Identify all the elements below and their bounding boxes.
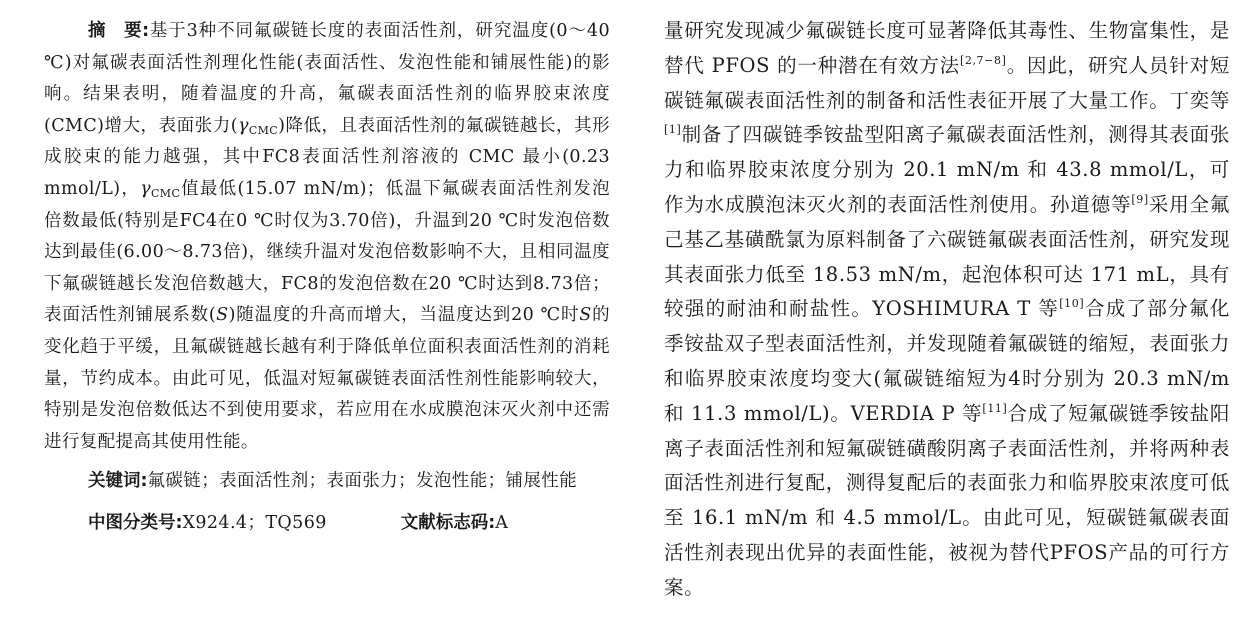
body-text-2: 。因此，研究人员针对短碳链氟碳表面活性剂的制备和活性表征开展了大量工作。丁奕等 — [664, 53, 1230, 112]
document-code-value: A — [495, 512, 509, 533]
body-text-4: 采用全氟己基乙基磺酰氯为原料制备了六碳链氟碳表面活性剂，研究发现其表面张力低至 18.53 mN/m，起泡体积可达 171 mL，具有较强的耐油和耐盐性。YOSHIMURA T 等 — [664, 192, 1230, 321]
keywords-text: 氟碳链；表面活性剂；表面张力；发泡性能；铺展性能 — [147, 471, 578, 492]
abstract-text-4: )随温度的升高而增大，当温度达到20 ℃时 — [228, 305, 580, 326]
keywords-label: 关键词: — [88, 471, 148, 492]
abstract-text-5: 的变化趋于平缓，且氟碳链越长越有利于降低单位面积表面活性剂的消耗量，节约成本。由此可见，低温对短氟碳链表面活性剂性能影响较大，特别是发泡倍数低达不到使用要求，若应用在水成膜泡沫灭火剂中还需进行复配提高其使用性能。 — [44, 305, 611, 452]
abstract-label: 摘 要: — [88, 21, 150, 41]
classification-label: 中图分类号: — [88, 512, 183, 533]
classification-line — [88, 508, 610, 540]
keywords-paragraph — [44, 466, 610, 498]
citation-ref: [9] — [1131, 192, 1149, 206]
body-paragraph — [664, 0, 1230, 606]
gamma-symbol: γ — [237, 115, 249, 136]
citation-ref: [11] — [982, 401, 1008, 415]
abstract-paragraph — [44, 0, 610, 458]
body-text-3: 制备了四碳链季铵盐型阳离子氟碳表面活性剂，测得其表面张力和临界胶束浓度分别为 20.1 mN/m 和 43.8 mmol/L，可作为水成膜泡沫灭火剂的表面活性剂使用。孙道德等 — [664, 123, 1230, 216]
abstract-text-2: )降低，且表面活性剂的氟碳链越长，其形成胶束的能力越强，其中FC8表面活性剂溶液的 CMC 最小(0.23 mmol/L)， — [44, 115, 610, 199]
cmc-subscript: CMC — [248, 123, 279, 137]
right-column — [664, 0, 1230, 606]
left-column — [44, 0, 610, 540]
abstract-text-3: 值最低(15.07 mN/m)；低温下氟碳表面活性剂发泡倍数最低(特别是FC4在0 ℃时仅为3.70倍)，升温到20 ℃时发泡倍数达到最佳(6.00～8.73倍)，继续升温对发泡倍数影响不大，且相同温度下氟碳链越长发泡倍数越大，FC8的发泡倍数在20 ℃时达到8.73倍；表面活性剂铺展系数( — [44, 178, 610, 326]
document-code-label: 文献标志码: — [400, 512, 496, 533]
s-variable: S — [216, 305, 229, 326]
gamma-symbol: γ — [140, 178, 151, 199]
citation-ref: [2,7−8] — [959, 53, 1007, 67]
body-text-6: 合成了短氟碳链季铵盐阳离子表面活性剂和短氟碳链磺酸阴离子表面活性剂，并将两种表面活性剂进行复配，测得复配后的表面张力和临界胶束浓度可低至 16.1 mN/m 和 4.5 mmol/L。由此可见，短碳链氟碳表面活性剂表现出优异的表面性能，被视为替代PFOS产品的可行方案。 — [664, 401, 1230, 599]
cmc-subscript: CMC — [150, 186, 181, 200]
citation-ref: [1] — [664, 123, 682, 137]
abstract-text-1: 基于3种不同氟碳链长度的表面活性剂，研究温度(0～40 ℃)对氟碳表面活性剂理化性能(表面活性、发泡性能和铺展性能)的影响。结果表明，随着温度的升高，氟碳表面活性剂的临界胶束浓度(CMC)增大，表面张力( — [44, 21, 610, 136]
citation-ref: [10] — [1059, 297, 1085, 311]
classification-value: X924.4；TQ569 — [182, 512, 327, 533]
body-text-5: 合成了部分氟化季铵盐双子型表面活性剂，并发现随着氟碳链的缩短，表面张力和临界胶束浓度均变大(氟碳链缩短为4时分别为 20.3 mN/m 和 11.3 mmol/L)。VERDIA P 等 — [664, 297, 1230, 425]
s-variable: S — [579, 305, 592, 326]
body-text-1: 量研究发现减少氟碳链长度可显著降低其毒性、生物富集性，是替代 PFOS 的一种潜在有效方法 — [664, 19, 1230, 77]
